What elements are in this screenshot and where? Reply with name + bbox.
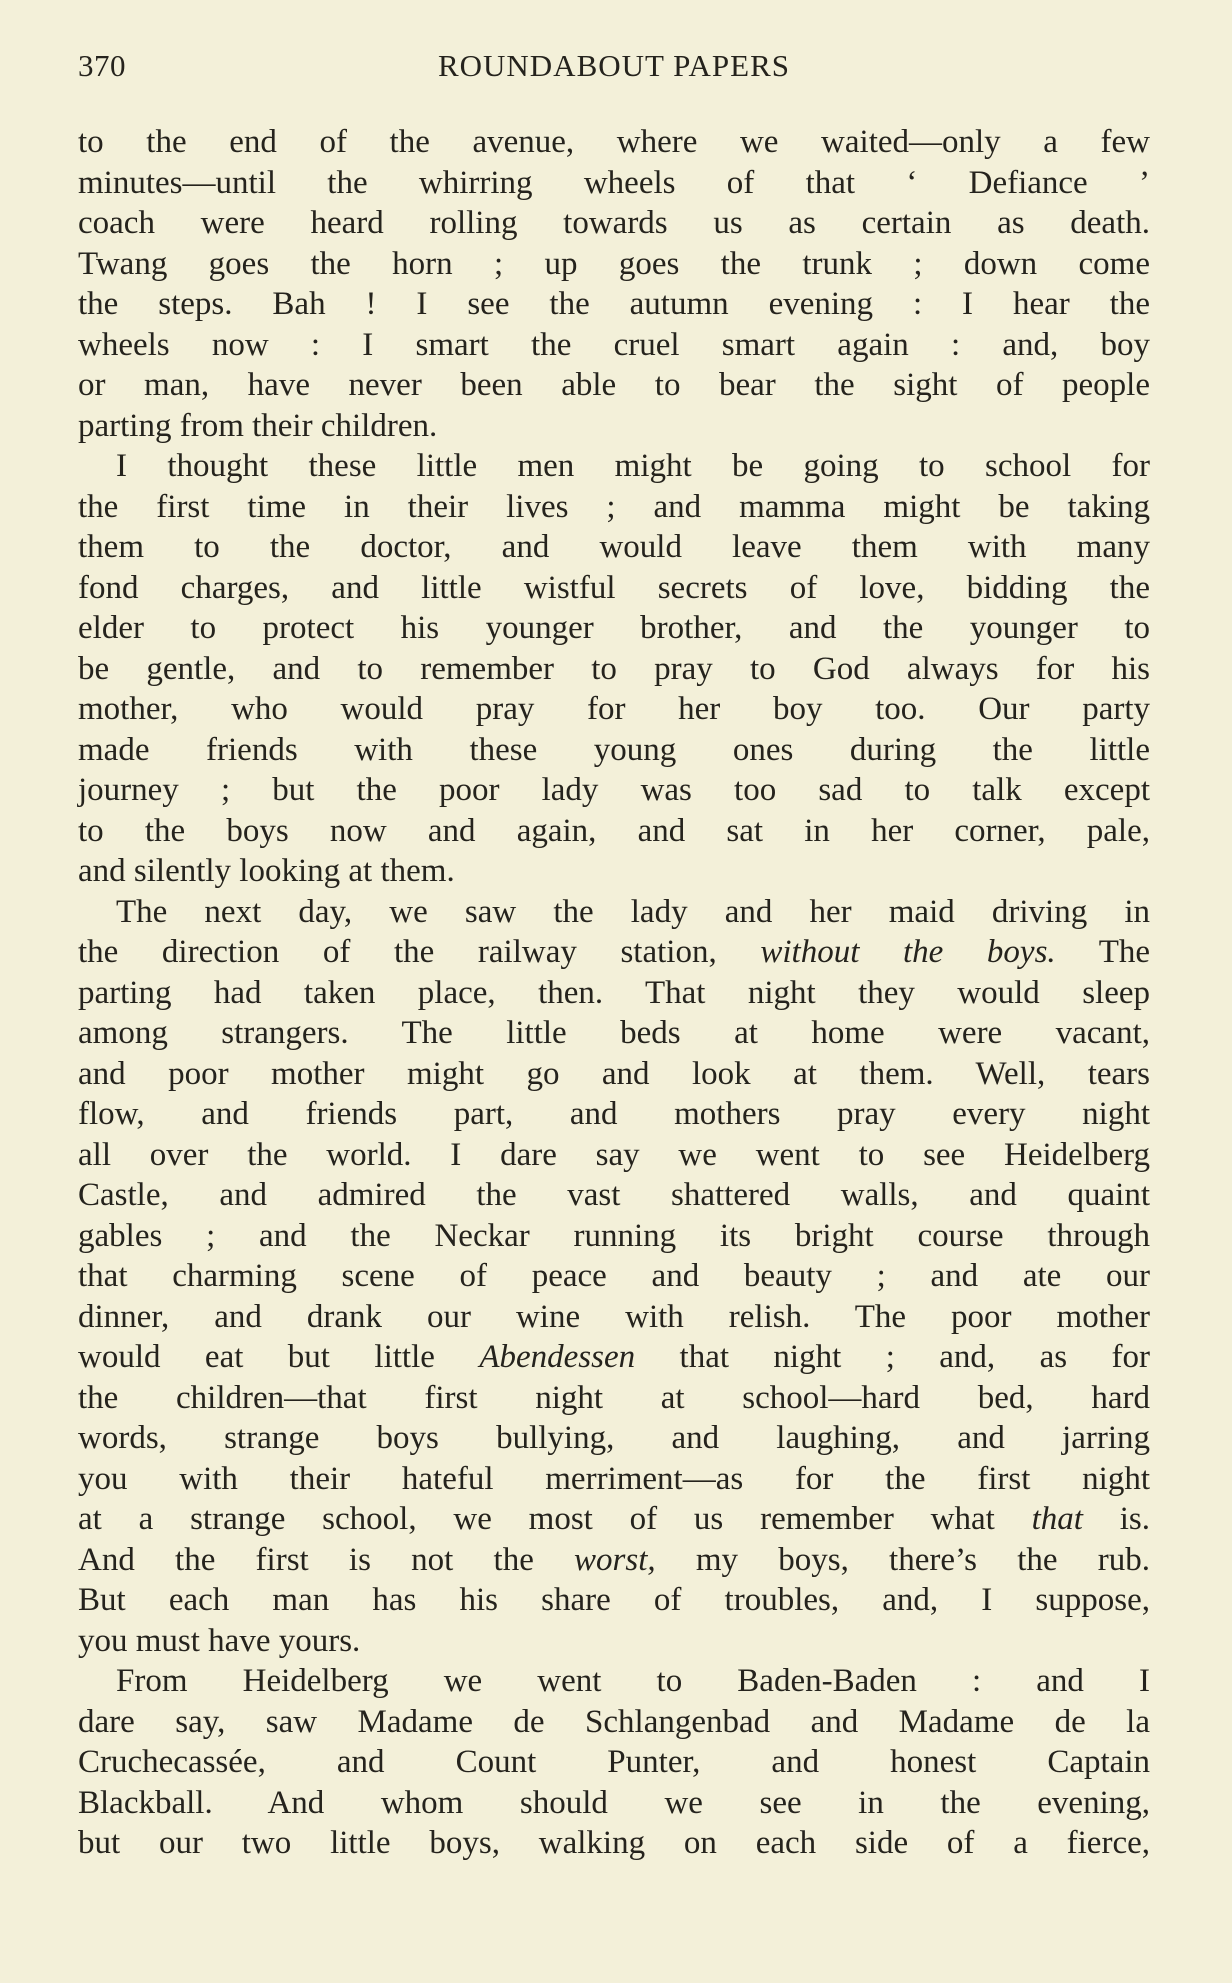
line-text: Twang goes the horn ; up goes the trunk ; down come xyxy=(78,245,1150,282)
text-line xyxy=(78,203,1150,244)
line-text: you with their hateful merriment—as for the first night xyxy=(78,1460,1150,1497)
line-text: the first time in their lives ; and mamma might be taking xyxy=(78,488,1150,525)
line-text: the direction of the railway station, xyxy=(78,934,761,970)
text-line xyxy=(78,446,1150,487)
line-text: parting from their children. xyxy=(78,407,438,444)
line-text: and poor mother might go and look at them. Well, tears xyxy=(78,1055,1150,1092)
line-text-after: is. xyxy=(1082,1501,1151,1537)
text-line xyxy=(78,730,1150,771)
text-line xyxy=(78,608,1150,649)
line-text: coach were heard rolling towards us as certain as death. xyxy=(78,205,1150,241)
line-text-after: my boys, there’s the rub. xyxy=(655,1541,1150,1578)
line-text: the steps. Bah ! I see the autumn evening : I hear the xyxy=(78,286,1150,322)
text-line xyxy=(78,1337,1150,1378)
line-text: gables ; and the Neckar running its bright course through xyxy=(78,1217,1150,1254)
text-line xyxy=(78,244,1150,285)
text-line xyxy=(78,1661,1150,1702)
text-line xyxy=(78,1499,1150,1540)
line-text: I thought these little men might be going to school for xyxy=(116,448,1150,484)
book-page xyxy=(78,0,1150,1983)
text-line xyxy=(78,365,1150,406)
body-text xyxy=(78,122,1150,1864)
text-line xyxy=(78,122,1150,163)
line-text: words, strange boys bullying, and laughing, and jarring xyxy=(78,1420,1150,1456)
text-line xyxy=(78,1054,1150,1095)
text-line xyxy=(78,770,1150,811)
line-text-after: The xyxy=(1055,934,1151,970)
line-text: at a strange school, we most of us remember what xyxy=(78,1501,1032,1537)
text-line xyxy=(78,1783,1150,1824)
line-text: dinner, and drank our wine with relish. The poor mother xyxy=(78,1298,1150,1335)
text-line xyxy=(78,689,1150,730)
text-line xyxy=(78,1742,1150,1783)
text-line xyxy=(78,1540,1150,1581)
line-text: would eat but little xyxy=(78,1339,480,1375)
text-line xyxy=(78,284,1150,325)
text-line xyxy=(78,1702,1150,1743)
line-text: you must have yours. xyxy=(78,1622,361,1659)
text-line xyxy=(78,851,1150,892)
line-text: to the boys now and again, and sat in her corner, pale, xyxy=(78,812,1150,849)
text-line xyxy=(78,1580,1150,1621)
text-line xyxy=(78,527,1150,568)
line-text: From Heidelberg we went to Baden-Baden : and I xyxy=(116,1663,1150,1699)
line-italic-text: worst, xyxy=(574,1541,656,1578)
line-text: be gentle, and to remember to pray to God always for his xyxy=(78,650,1150,687)
text-line xyxy=(78,1418,1150,1459)
line-text: flow, and friends part, and mothers pray every night xyxy=(78,1096,1150,1132)
line-text: elder to protect his younger brother, and the younger to xyxy=(78,610,1150,646)
page-number: 370 xyxy=(78,48,126,83)
text-line xyxy=(78,1621,1150,1662)
line-italic-text: that xyxy=(1031,1501,1083,1537)
line-text: all over the world. I dare say we went to see Heidelberg xyxy=(78,1136,1150,1173)
line-text: Cruchecassée, and Count Punter, and honest Captain xyxy=(78,1744,1150,1780)
text-line xyxy=(78,163,1150,204)
line-text: Castle, and admired the vast shattered walls, and quaint xyxy=(78,1177,1150,1213)
line-text: them to the doctor, and would leave them with many xyxy=(78,529,1150,565)
text-line xyxy=(78,1378,1150,1419)
text-line xyxy=(78,973,1150,1014)
text-line xyxy=(78,568,1150,609)
line-text: to the end of the avenue, where we waited—only a few xyxy=(78,124,1150,160)
text-line xyxy=(78,811,1150,852)
text-line xyxy=(78,325,1150,366)
line-text: mother, who would pray for her boy too. Our party xyxy=(78,691,1150,727)
line-text: but our two little boys, walking on each side of a fierce, xyxy=(78,1825,1150,1861)
line-text: the children—that first night at school—hard bed, hard xyxy=(78,1379,1150,1416)
text-line xyxy=(78,932,1150,973)
line-text: dare say, saw Madame de Schlangenbad and Madame de la xyxy=(78,1703,1150,1740)
line-text: or man, have never been able to bear the sight of people xyxy=(78,367,1150,403)
line-text: Blackball. And whom should we see in the evening, xyxy=(78,1784,1150,1821)
text-line xyxy=(78,1013,1150,1054)
text-line xyxy=(78,1459,1150,1500)
text-line xyxy=(78,487,1150,528)
text-line xyxy=(78,1297,1150,1338)
line-text: made friends with these young ones during the little xyxy=(78,731,1150,768)
text-line xyxy=(78,1256,1150,1297)
line-text: parting had taken place, then. That night they would sleep xyxy=(78,974,1150,1011)
line-italic-text: without the boys. xyxy=(760,934,1056,970)
text-line xyxy=(78,1823,1150,1864)
line-text: fond charges, and little wistful secrets of love, bidding the xyxy=(78,569,1150,606)
text-line xyxy=(78,1094,1150,1135)
text-line xyxy=(78,1216,1150,1257)
line-text: But each man has his share of troubles, and, I suppose, xyxy=(78,1582,1150,1618)
line-text: among strangers. The little beds at home were vacant, xyxy=(78,1015,1150,1051)
line-text: and silently looking at them. xyxy=(78,853,455,889)
text-line xyxy=(78,406,1150,447)
line-italic-text: Abendessen xyxy=(479,1339,636,1375)
running-title: ROUNDABOUT PAPERS xyxy=(437,48,791,83)
line-text: And the first is not the xyxy=(78,1541,575,1578)
line-text: wheels now : I smart the cruel smart again : and, boy xyxy=(78,326,1150,363)
text-line xyxy=(78,1135,1150,1176)
text-line xyxy=(78,649,1150,690)
line-text: minutes—until the whirring wheels of that ‘ Defiance ’ xyxy=(78,164,1150,201)
line-text: journey ; but the poor lady was too sad to talk except xyxy=(78,772,1150,808)
line-text-after: that night ; and, as for xyxy=(635,1339,1150,1375)
line-text: that charming scene of peace and beauty ; and ate our xyxy=(78,1258,1150,1294)
text-line xyxy=(78,892,1150,933)
line-text: The next day, we saw the lady and her maid driving in xyxy=(116,893,1150,930)
text-line xyxy=(78,1175,1150,1216)
page-header xyxy=(78,48,1150,88)
